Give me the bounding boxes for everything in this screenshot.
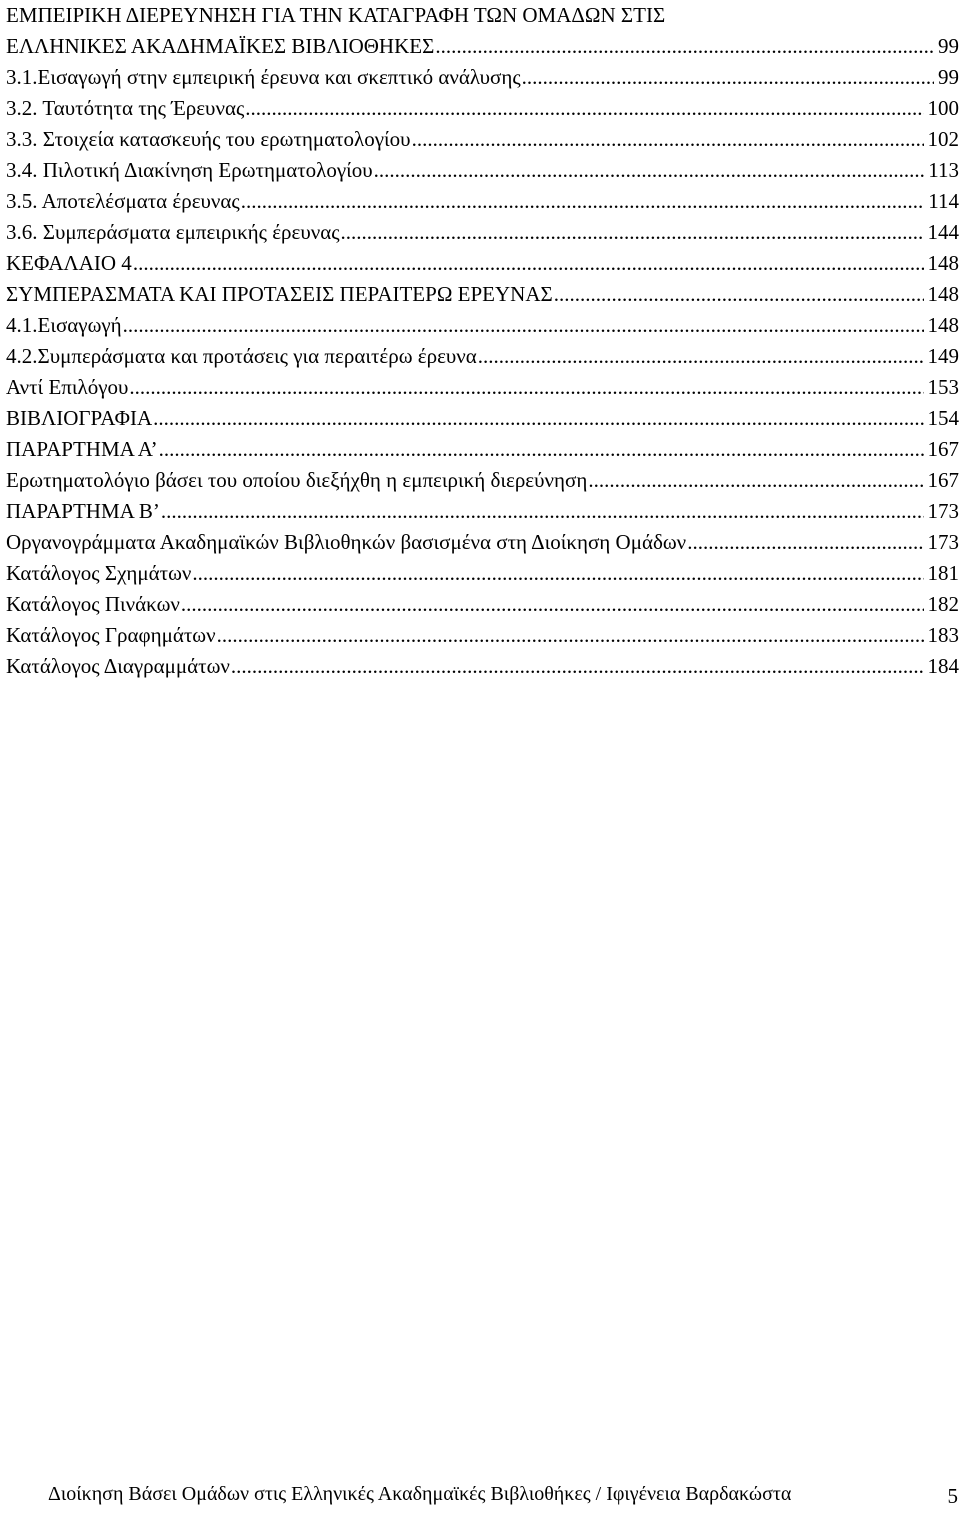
toc-entry-page: 173 (927, 530, 959, 554)
toc-entry-title: Κατάλογος Σχημάτων (6, 561, 192, 585)
toc-entry[interactable] (6, 217, 959, 248)
toc-entry[interactable] (6, 465, 959, 496)
toc-dot-leader (133, 248, 924, 279)
toc-entry-title: 4.1.Εισαγωγή (6, 313, 122, 337)
toc-entry[interactable] (6, 31, 959, 62)
toc-dot-leader (231, 651, 924, 682)
toc-entry-page: 113 (928, 158, 959, 182)
toc-entry-title: 3.6. Συμπεράσματα εμπειρικής έρευνας (6, 220, 340, 244)
toc-dot-leader (435, 31, 934, 62)
table-of-contents (6, 0, 959, 682)
toc-dot-leader (522, 62, 934, 93)
toc-entry[interactable] (6, 279, 959, 310)
toc-entry[interactable] (6, 341, 959, 372)
toc-entry-page: 173 (927, 499, 959, 523)
toc-dot-leader (478, 341, 924, 372)
toc-dot-leader (341, 217, 924, 248)
toc-entry-page: 183 (927, 623, 959, 647)
toc-entry-page: 182 (927, 592, 959, 616)
toc-entry-page: 114 (928, 189, 959, 213)
toc-entry-title: Αντί Επιλόγου (6, 375, 129, 399)
toc-entry-page: 144 (927, 220, 959, 244)
toc-entry[interactable] (6, 558, 959, 589)
toc-dot-leader (245, 93, 923, 124)
footer-running-title: Διοίκηση Βάσει Ομάδων στις Ελληνικές Ακαδημαϊκές Βιβλιοθήκες / Ιφιγένεια Βαρδακώστα (48, 1483, 792, 1505)
toc-dot-leader (217, 620, 924, 651)
toc-dot-leader (181, 589, 924, 620)
toc-entry-page: 99 (938, 34, 959, 58)
toc-entry[interactable] (6, 651, 959, 682)
toc-entry-page: 100 (927, 96, 959, 120)
toc-dot-leader (412, 124, 924, 155)
toc-dot-leader (687, 527, 923, 558)
toc-dot-leader (129, 372, 923, 403)
toc-entry[interactable] (6, 434, 959, 465)
toc-entry[interactable] (6, 310, 959, 341)
toc-entry-page: 154 (927, 406, 959, 430)
page-footer (0, 1476, 960, 1512)
toc-dot-leader (161, 496, 924, 527)
toc-entry-title: ΣΥΜΠΕΡΑΣΜΑΤΑ ΚΑΙ ΠΡΟΤΑΣΕΙΣ ΠΕΡΑΙΤΕΡΩ ΕΡΕΥΝΑΣ (6, 282, 553, 306)
toc-entry[interactable] (6, 186, 959, 217)
toc-entry-title: Κατάλογος Πινάκων (6, 592, 180, 616)
toc-entry-page: 184 (927, 654, 959, 678)
toc-heading-line: ΕΜΠΕΙΡΙΚΗ ΔΙΕΡΕΥΝΗΣΗ ΓΙΑ ΤΗΝ ΚΑΤΑΓΡΑΦΗ ΤΩΝ ΟΜΑΔΩΝ ΣΤΙΣ (6, 3, 666, 27)
toc-entry[interactable] (6, 124, 959, 155)
toc-entry-title: 4.2.Συμπεράσματα και προτάσεις για περαιτέρω έρευνα (6, 344, 477, 368)
toc-entry[interactable] (6, 527, 959, 558)
toc-dot-leader (554, 279, 924, 310)
toc-entry-title: ΒΙΒΛΙΟΓΡΑΦΙΑ (6, 406, 153, 430)
toc-entry-title: ΚΕΦΑΛΑΙΟ 4 (6, 251, 132, 275)
toc-entry-title: 3.3. Στοιχεία κατασκευής του ερωτηματολογίου (6, 127, 411, 151)
toc-entry-title: Κατάλογος Γραφημάτων (6, 623, 216, 647)
toc-dot-leader (159, 434, 924, 465)
toc-dot-leader (192, 558, 923, 589)
toc-entry-title: 3.5. Αποτελέσματα έρευνας (6, 189, 240, 213)
toc-entry-page: 148 (927, 251, 959, 275)
toc-entry-page: 102 (927, 127, 959, 151)
toc-entry[interactable] (6, 403, 959, 434)
toc-entry[interactable] (6, 62, 959, 93)
toc-entry-title: 3.2. Ταυτότητα της Έρευνας (6, 96, 245, 120)
toc-entry-title: ΠΑΡΑΡΤΗΜΑ Β’ (6, 499, 160, 523)
toc-entry[interactable] (6, 93, 959, 124)
toc-dot-leader (123, 310, 924, 341)
toc-entry-page: 167 (927, 437, 959, 461)
toc-entry-title: Κατάλογος Διαγραμμάτων (6, 654, 230, 678)
toc-entry-title: Ερωτηματολόγιο βάσει του οποίου διεξήχθη η εμπειρική διερεύνηση (6, 468, 588, 492)
toc-entry-title: ΕΛΛΗΝΙΚΕΣ ΑΚΑΔΗΜΑΪΚΕΣ ΒΙΒΛΙΟΘΗΚΕΣ (6, 34, 435, 58)
toc-entry-page: 181 (927, 561, 959, 585)
toc-entry[interactable] (6, 155, 959, 186)
toc-dot-leader (588, 465, 923, 496)
toc-dot-leader (153, 403, 923, 434)
toc-entry[interactable] (6, 496, 959, 527)
toc-entry-page: 148 (927, 313, 959, 337)
toc-entry-title: Οργανογράμματα Ακαδημαϊκών Βιβλιοθηκών βασισμένα στη Διοίκηση Ομάδων (6, 530, 687, 554)
toc-entry[interactable] (6, 620, 959, 651)
toc-entry-title: 3.1.Εισαγωγή στην εμπειρική έρευνα και σκεπτικό ανάλυσης (6, 65, 521, 89)
toc-dot-leader (241, 186, 925, 217)
footer-page-number: 5 (947, 1484, 958, 1508)
toc-entry-page: 153 (927, 375, 959, 399)
toc-entry[interactable] (6, 372, 959, 403)
toc-entry[interactable] (6, 248, 959, 279)
toc-entry-title: ΠΑΡΑΡΤΗΜΑ Α’ (6, 437, 158, 461)
toc-entry[interactable] (6, 589, 959, 620)
toc-dot-leader (374, 155, 925, 186)
toc-entry-page: 167 (927, 468, 959, 492)
toc-entry-page: 149 (927, 344, 959, 368)
toc-entry-page: 148 (927, 282, 959, 306)
toc-entry-page: 99 (938, 65, 959, 89)
toc-entry-title: 3.4. Πιλοτική Διακίνηση Ερωτηματολογίου (6, 158, 373, 182)
